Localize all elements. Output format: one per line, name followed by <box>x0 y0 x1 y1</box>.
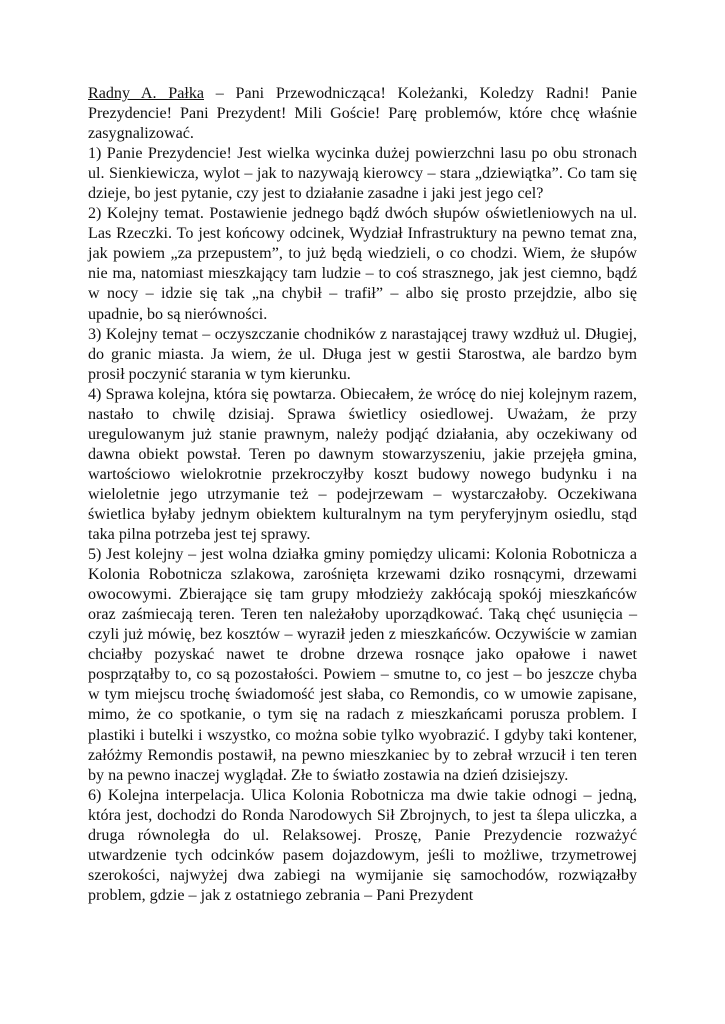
paragraph-6: 6) Kolejna interpelacja. Ulica Kolonia Robotnicza ma dwie takie odnogi – jedną, która jest, dochodzi do Ronda Narodowych Sił Zbrojnych, to jest ta ślepa uliczka, a druga równoległa do ul. Relaksowej. Proszę, Panie Prezydencie rozważyć utwardzenie tych odcinków pasem dojazdowym, jeśli to możliwe, trzymetrowej szerokości, najwyżej dwa zabiegi na wymijanie się samochodów, rozwiązałby problem, gdzie – jak z ostatniego zebrania – Pani Prezydent <box>88 786 637 904</box>
intro-paragraph <box>88 84 637 144</box>
paragraph-2: 2) Kolejny temat. Postawienie jednego bądź dwóch słupów oświetleniowych na ul. Las Rzeczki. To jest końcowy odcinek, Wydział Infrastruktury na pewno temat zna, jak powiem „za przepustem”, to już będą wiedzieli, o co chodzi. Wiem, że słupów nie ma, natomiast mieszkający tam ludzie – to coś strasznego, jak jest ciemno, bądź w nocy – idzie się tak „na chybił – trafił” – albo się prosto przejdzie, albo się upadnie, bo są nierówności. <box>88 205 637 323</box>
paragraph-5: 5) Jest kolejny – jest wolna działka gminy pomiędzy ulicami: Kolonia Robotnicza a Kolonia Robotnicza szlakowa, zarośnięta krzewami dziko rosnącymi, drzewami owocowymi. Zbierające się tam grupy młodzieży zakłócają spokój mieszkańców oraz zaśmiecają teren. Teren ten należałoby uporządkować. Taką chęć usunięcia – czyli już mówię, bez kosztów – wyraził jeden z mieszkańców. Oczywiście w zamian chciałby pozyskać nawet te drobne drzewa rosnące jako opałowe i nawet posprzątałby to, co są pozostałości. Powiem – smutne to, co jest – bo jeszcze chyba w tym miejscu trochę świadomość jest słaba, co Remondis, co w umowie zapisane, mimo, że co spotkanie, o tym się na radach z mieszkańcami porusza problem. I plastiki i butelki i wszystko, co można sobie tylko wyobrazić. I gdyby taki kontener, załóżmy Remondis postawił, na pewno mieszkaniec by to zebrał wrzucił i ten teren by na pewno inaczej wyglądał. Złe to światło zostawia na dzień dzisiejszy. <box>88 546 637 784</box>
paragraph-1: 1) Panie Prezydencie! Jest wielka wycinka dużej powierzchni lasu po obu stronach ul. Sienkiewicza, wylot – jak to nazywają kierowcy – stara „dziewiątka”. Co tam się dzieje, bo jest pytanie, czy jest to działanie zasadne i jaki jest jego cel? <box>88 145 637 203</box>
speaker-name: Radny A. Pałka <box>88 85 205 102</box>
intro-text: – Pani Przewodnicząca! Koleżanki, Koledzy Radni! Panie Prezydencie! Pani Prezydent! Mili Goście! Parę problemów, które chcę właśnie zasygnalizować. <box>88 85 638 143</box>
document-page <box>88 84 637 906</box>
paragraph-4: 4) Sprawa kolejna, która się powtarza. Obiecałem, że wrócę do niej kolejnym razem, nastało to chwilę dzisiaj. Sprawa świetlicy osiedlowej. Uważam, że przy uregulowanym już stanie prawnym, należy podjąć działania, aby oczekiwany od dawna obiekt powstał. Teren po dawnym stowarzyszeniu, jakie przejęła gmina, wartościowo wielokrotnie przekroczyłby koszt budowy nowego budynku i na wieloletnie jego utrzymanie też – podejrzewam – wystarczałoby. Oczekiwana świetlica byłaby jednym obiektem kulturalnym na tym peryferyjnym osiedlu, stąd taka pilna potrzeba jest tej sprawy. <box>88 385 637 544</box>
paragraph-3: 3) Kolejny temat – oczyszczanie chodników z narastającej trawy wzdłuż ul. Długiej, do granic miasta. Ja wiem, że ul. Długa jest w gestii Starostwa, ale bardzo bym prosił poczynić starania w tym kierunku. <box>88 325 637 383</box>
